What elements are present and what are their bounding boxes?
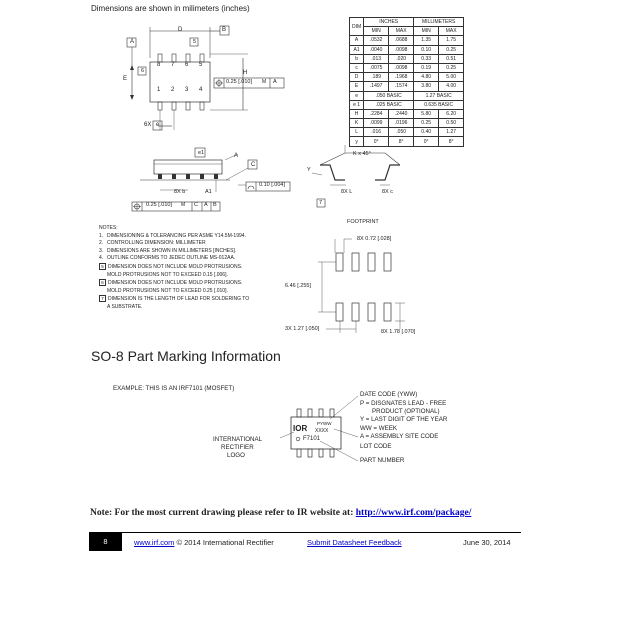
note-num: 5 (99, 263, 106, 270)
page-header: Dimensions are shown in milimeters (inches) (91, 4, 250, 13)
cell: .1497 (364, 82, 389, 91)
note-5-ref: 5 (193, 39, 197, 45)
footprint-dim-left: 6.46 [.255] (285, 283, 311, 289)
cell: 1.27 BASIC (414, 91, 464, 100)
note-item (99, 240, 249, 248)
table-row (350, 63, 464, 72)
table-row (350, 128, 464, 137)
tolerance-3-value: 0.25 [.010] (146, 202, 172, 208)
tolerance-2-value: 0.10 [.004] (259, 182, 285, 188)
cell: 0.25 (439, 63, 464, 72)
marking-example: EXAMPLE: THIS IS AN IRF7101 (MOSFET) (113, 385, 235, 392)
datum-b-label: B (222, 27, 227, 33)
note-item (99, 295, 249, 304)
chip-date-code: PYWW (317, 421, 332, 426)
col-max: MAX (389, 27, 414, 36)
cell: .189 (364, 73, 389, 82)
footprint-dim-bottom-right: 8X 1.78 [.070] (381, 329, 416, 335)
cell: .013 (364, 54, 389, 63)
note-num: 4. (99, 255, 104, 262)
cell: .016 (364, 128, 389, 137)
col-dim-header: DIM (350, 18, 364, 36)
page-number: 8 (89, 533, 122, 551)
note-text: MOLD PROTRUSIONS NOT TO EXCEED 0.25 [.010]. (107, 287, 228, 294)
pin-1: 1 (157, 87, 161, 93)
cell: .0075 (364, 63, 389, 72)
footprint-dim-top: 8X 0.72 [.028] (357, 236, 392, 242)
tolerance-3-a: A (204, 202, 208, 208)
date-code-label: DATE CODE (YWW) (360, 391, 418, 398)
cell: 0° (364, 137, 389, 146)
six-x-label: 6X (144, 122, 152, 128)
footer-date: June 30, 2014 (463, 538, 511, 547)
dim-y-label: Y (307, 167, 311, 173)
note-item (99, 288, 249, 296)
pin-2: 2 (171, 87, 175, 93)
col-min-mm: MIN (414, 27, 439, 36)
cell: .0098 (389, 45, 414, 54)
note-text: DIMENSION DOES NOT INCLUDE MOLD PROTRUSIONS. (108, 263, 243, 270)
note-text: DIMENSIONS ARE SHOWN IN MILLIMETERS [INCHES]. (107, 247, 237, 254)
lot-code-label: LOT CODE (360, 443, 392, 450)
table-row (350, 54, 464, 63)
pin-7: 7 (171, 62, 175, 68)
note-num: 2. (99, 240, 104, 247)
cell: 8° (439, 137, 464, 146)
cell: 1.75 (439, 36, 464, 45)
ir-logo-label-1: INTERNATIONAL (213, 436, 263, 443)
cell: 0.25 (439, 45, 464, 54)
cell: .050 (389, 128, 414, 137)
cell: 0.635 BASIC (414, 100, 464, 109)
notes-title: NOTES: (99, 225, 118, 231)
note-text: DIMENSIONING & TOLERANCING PER ASME Y14.5M-1994. (107, 232, 246, 239)
part-number-label: PART NUMBER (360, 457, 405, 464)
cell: H (350, 109, 364, 118)
dimension-table (349, 17, 464, 147)
note-item (99, 263, 249, 272)
ir-logo-label-3: LOGO (227, 452, 245, 459)
section-title: SO-8 Part Marking Information (91, 348, 281, 364)
tolerance-3-c: C (194, 202, 198, 208)
cell: .050 BASIC (364, 91, 414, 100)
note-6-ref: 6 (141, 68, 145, 74)
note-item (99, 272, 249, 280)
pin-4: 4 (199, 87, 203, 93)
y-definition: Y = LAST DIGIT OF THE YEAR (360, 416, 448, 423)
cell: 5.00 (439, 73, 464, 82)
cell: b (350, 54, 364, 63)
note-item (99, 248, 249, 256)
cell: 5.80 (414, 109, 439, 118)
cell: 0.10 (414, 45, 439, 54)
col-max-mm: MAX (439, 27, 464, 36)
cell: c (350, 63, 364, 72)
note-7-ref: 7 (319, 200, 323, 206)
note-num: 3. (99, 247, 104, 254)
cell: 1.35 (414, 36, 439, 45)
cell: K (350, 119, 364, 128)
footer-copyright: © 2014 International Rectifier (174, 538, 274, 547)
cell: e 1 (350, 100, 364, 109)
col-min: MIN (364, 27, 389, 36)
table-row (350, 100, 464, 109)
cell: .025 BASIC (364, 100, 414, 109)
tolerance-1-ref: A (273, 79, 277, 85)
page-footer (89, 532, 521, 551)
note-text: A SUBSTRATE. (107, 303, 143, 310)
cell: .1574 (389, 82, 414, 91)
cell: 6.20 (439, 109, 464, 118)
note-item (99, 233, 249, 241)
cell: 3.80 (414, 82, 439, 91)
dim-d-label: D (178, 27, 183, 33)
tolerance-1-m: M (262, 79, 267, 85)
col-inches-header: INCHES (364, 18, 414, 27)
footer-site (134, 538, 274, 547)
table-row (350, 109, 464, 118)
table-row (350, 73, 464, 82)
cell: 0.33 (414, 54, 439, 63)
website-note-text: Note: For the most current drawing please refer to IR website at: (90, 508, 356, 518)
tolerance-3-b: B (213, 202, 217, 208)
cell: 4.80 (414, 73, 439, 82)
website-note (90, 508, 471, 518)
cell: L (350, 128, 364, 137)
ir-logo-label-2: RECTIFIER (221, 444, 254, 451)
cell: .1968 (389, 73, 414, 82)
p-definition: P = DISGNATES LEAD - FREE (360, 400, 447, 407)
dim-8xc-label: 8X c (382, 189, 394, 195)
cell: 8° (389, 137, 414, 146)
note-text: CONTROLLING DIMENSION: MILLIMETER (107, 240, 206, 247)
datum-c-label: C (251, 162, 256, 168)
cell: .0098 (389, 63, 414, 72)
note-num: 6 (99, 279, 106, 286)
cell: y (350, 137, 364, 146)
chip-lot-code: XXXX (315, 428, 329, 434)
package-website-link[interactable]: http://www.irf.com/package/ (355, 508, 472, 518)
dim-h-label: H (243, 70, 248, 76)
pin-8: 8 (157, 62, 161, 68)
submit-feedback-link[interactable]: Submit Datasheet Feedback (307, 538, 402, 547)
tolerance-1-value: 0.25 [.010] (226, 79, 252, 85)
table-row (350, 45, 464, 54)
cell: e (350, 91, 364, 100)
package-side-view (130, 140, 300, 220)
cell: .0196 (389, 119, 414, 128)
cell: .0688 (389, 36, 414, 45)
cell: 4.00 (439, 82, 464, 91)
note-text: DIMENSION DOES NOT INCLUDE MOLD PROTRUSIONS. (108, 280, 243, 287)
chip-ir-logo: IOR (293, 424, 308, 433)
note-item (99, 279, 249, 288)
note-text: DIMENSION IS THE LENGTH OF LEAD FOR SOLDERING TO (108, 296, 250, 303)
dim-8xl-label: 8X L (341, 189, 353, 195)
cell: 0.19 (414, 63, 439, 72)
dim-e1-label: e1 (198, 150, 205, 156)
pin-3: 3 (185, 87, 189, 93)
datum-a-label: A (130, 39, 135, 45)
cell: 1.27 (439, 128, 464, 137)
chip-part-number: F7101 (303, 436, 321, 442)
cell: E (350, 82, 364, 91)
cell: .020 (389, 54, 414, 63)
col-mm-header: MILLIMETERS (414, 18, 464, 27)
notes-section (99, 225, 249, 312)
cell: 0.51 (439, 54, 464, 63)
pin-5: 5 (199, 62, 203, 68)
dim-e-label: E (123, 76, 128, 82)
cell: 0.40 (414, 128, 439, 137)
note-item (99, 255, 249, 263)
cell: D (350, 73, 364, 82)
dim-kx45-label: K x 45° (353, 151, 371, 157)
dim-8xb-label: 8X b (174, 189, 186, 195)
table-row (350, 82, 464, 91)
footprint-drawing (300, 225, 430, 340)
cell: .2284 (364, 109, 389, 118)
footprint-title: FOOTPRINT (347, 219, 379, 225)
a-definition: A = ASSEMBLY SITE CODE (360, 433, 439, 440)
dim-a-side-label: A (234, 153, 239, 159)
cell: .2440 (389, 109, 414, 118)
cell: 0.50 (439, 119, 464, 128)
note-text: OUTLINE CONFORMS TO JEDEC OUTLINE MS-012AA. (107, 255, 236, 262)
cell: 0.25 (414, 119, 439, 128)
note-num: 7 (99, 295, 106, 302)
cell: A1 (350, 45, 364, 54)
pin-6: 6 (185, 62, 189, 68)
cell: A (350, 36, 364, 45)
dim-e-pitch-label: e (156, 122, 160, 128)
cell: .0099 (364, 119, 389, 128)
tolerance-3-m: M (181, 202, 186, 208)
table-row (350, 91, 464, 100)
dim-a1-label: A1 (205, 189, 212, 195)
cell: .0532 (364, 36, 389, 45)
cell: 0° (414, 137, 439, 146)
ww-definition: WW = WEEK (360, 425, 397, 432)
cell: .0040 (364, 45, 389, 54)
table-row (350, 119, 464, 128)
irf-website-link[interactable]: www.irf.com (134, 538, 175, 547)
table-row (350, 36, 464, 45)
p-definition-2: PRODUCT (OPTIONAL) (372, 408, 440, 415)
footprint-dim-bottom-left: 3X 1.27 [.050] (285, 326, 320, 332)
note-text: MOLD PROTRUSIONS NOT TO EXCEED 0.15 [.006]. (107, 271, 228, 278)
note-num: 1. (99, 232, 104, 239)
note-item (99, 304, 249, 312)
